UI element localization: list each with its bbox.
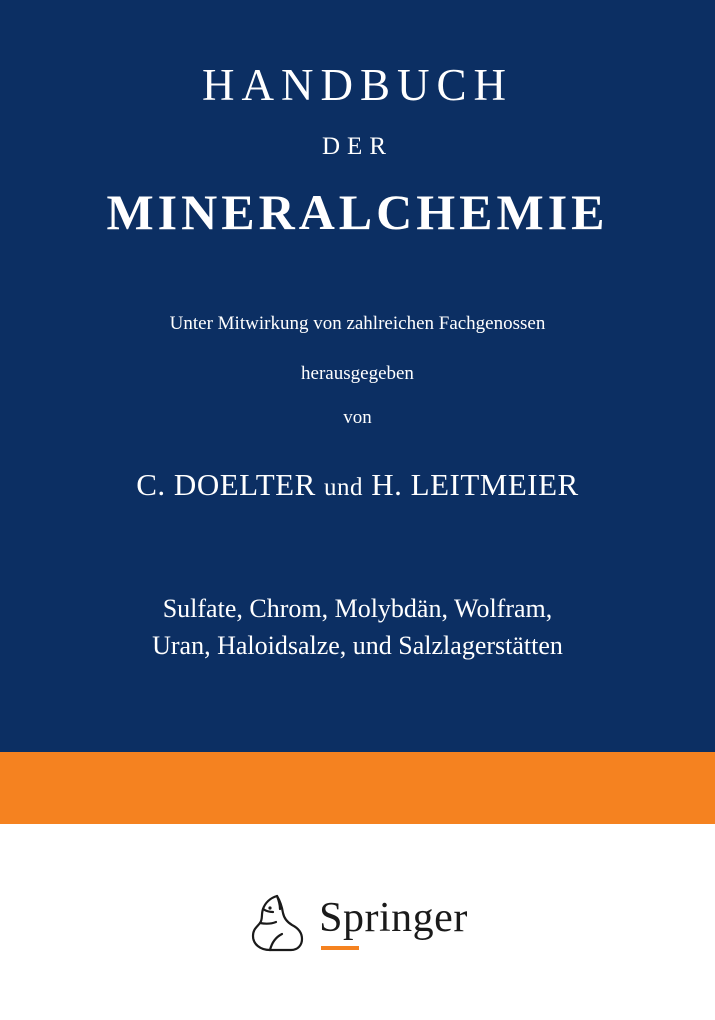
page-subtitle: MINERALCHEMIE — [106, 184, 609, 241]
contributors-line: Unter Mitwirkung von zahlreichen Fachgenossen — [169, 313, 546, 335]
springer-horse-icon — [247, 892, 305, 954]
volume-topics-line-2: Uran, Haloidsalze, und Salzlagerstätten — [152, 631, 563, 661]
authors-line — [40, 429, 675, 503]
orange-divider-band — [0, 752, 715, 824]
page-title: HANDBUCH — [201, 60, 513, 110]
publisher-name: Springer — [319, 894, 468, 941]
title-connector: DER — [322, 133, 393, 161]
springer-logo — [247, 892, 468, 954]
cover-footer — [0, 824, 715, 1020]
author-conjunction: und — [324, 474, 364, 502]
volume-topics — [40, 503, 675, 665]
author-first: C. DOELTER — [136, 467, 316, 503]
author-second: H. LEITMEIER — [371, 467, 579, 503]
by-label: von — [343, 407, 372, 429]
edited-label: herausgegeben — [301, 363, 414, 385]
volume-topics-line-1: Sulfate, Chrom, Molybdän, Wolfram, — [162, 594, 553, 624]
springer-wordmark — [319, 894, 468, 950]
logo-underline — [321, 946, 359, 950]
